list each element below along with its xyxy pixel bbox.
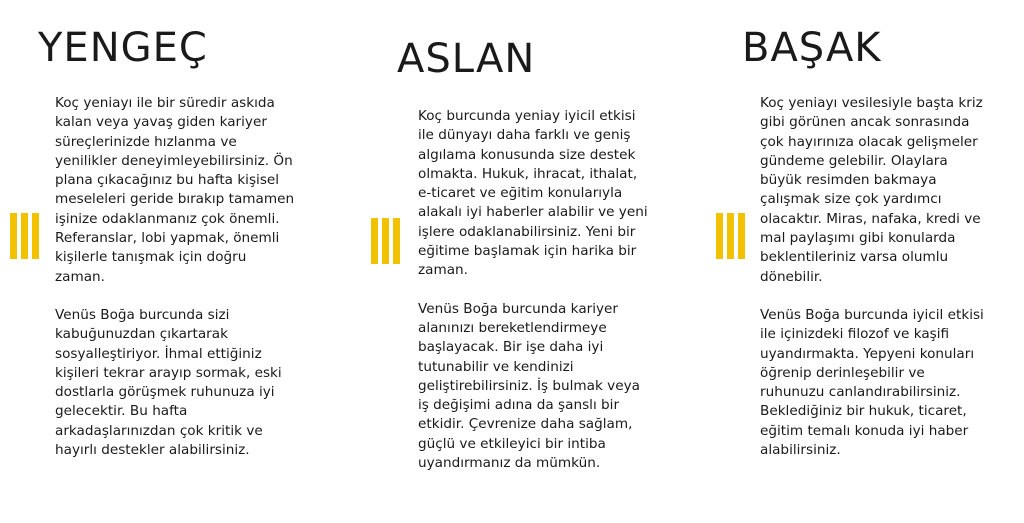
paragraph: Koç yeniayı vesilesiyle başta kriz gibi görünen ancak sonrasında çok hayırınıza olacak gelişmeler gündeme gelebilir. Olaylara büyük resimden bakmaya çalışmak size çok yardımcı olacaktır. Miras, nafaka, kredi ve mal paylaşımı gibi konularda beklentileriniz varsa olumlu dönebilir.	[760, 95, 983, 285]
paragraph: Venüs Boğa burcunda sizi kabuğunuzdan çıkartarak sosyalleştiriyor. İhmal ettiğiniz kişileri tekrar arayıp sormak, eski dostlarla görüşmek ruhunuza iyi gelecektir. Bu hafta arkadaşlarınızdan çok kritik ve hayırlı destekler alabilirsiniz.	[55, 306, 282, 459]
sign-title-yengec: YENGEÇ	[38, 25, 208, 71]
sign-title-basak: BAŞAK	[742, 25, 882, 71]
paragraph: Koç yeniayı ile bir süredir askıda kalan veya yavaş giden kariyer süreçlerinizde hızlanma ve yenilikler deneyimleyebilirsiniz. Ön plana çıkacağınız bu hafta kişisel meseleleri geride bırakıp tamamen işinize odaklanmanız çok önemli. Referanslar, lobi yapmak, önemli kişilerle tanışmak için doğru zaman.	[55, 95, 295, 285]
accent-bars-icon	[716, 213, 748, 259]
horoscope-text-aslan	[418, 107, 654, 492]
paragraph: Venüs Boğa burcunda iyicil etkisi ile içinizdeki filozof ve kaşifi uyandırmakta. Yepyeni konuları öğrenip derinleşebilir ve ruhunuzu canlandırabilirsiniz. Beklediğiniz bir hukuk, ticaret, eğitim temalı konuda iyi haber alabilirsiniz.	[760, 306, 984, 459]
paragraph: Venüs Boğa burcunda kariyer alanınızı bereketlendirmeye başlayacak. Bir işe daha iyi tutunabilir ve kendinizi geliştirebilirsiniz. İş bulmak veya iş değişimi adına da şanslı bir etkidir. Çevrenize daha sağlam, güçlü ve etkileyici bir intiba uyandırmanız da mümkün.	[418, 300, 640, 472]
accent-bars-icon	[10, 213, 42, 259]
horoscope-text-yengec	[55, 94, 295, 479]
horoscope-text-basak	[760, 94, 992, 479]
accent-bars-icon	[371, 218, 403, 264]
sign-title-aslan: ASLAN	[397, 36, 536, 82]
paragraph: Koç burcunda yeniay iyicil etkisi ile dünyayı daha farklı ve geniş algılama konusunda size destek olmakta. Hukuk, ihracat, ithalat, e-ticaret ve eğitim konularıyla alakalı iyi haberler alabilir ve yeni işlere odaklanabilirsiniz. Yeni bir eğitime başlamak için harika bir zaman.	[418, 108, 648, 279]
